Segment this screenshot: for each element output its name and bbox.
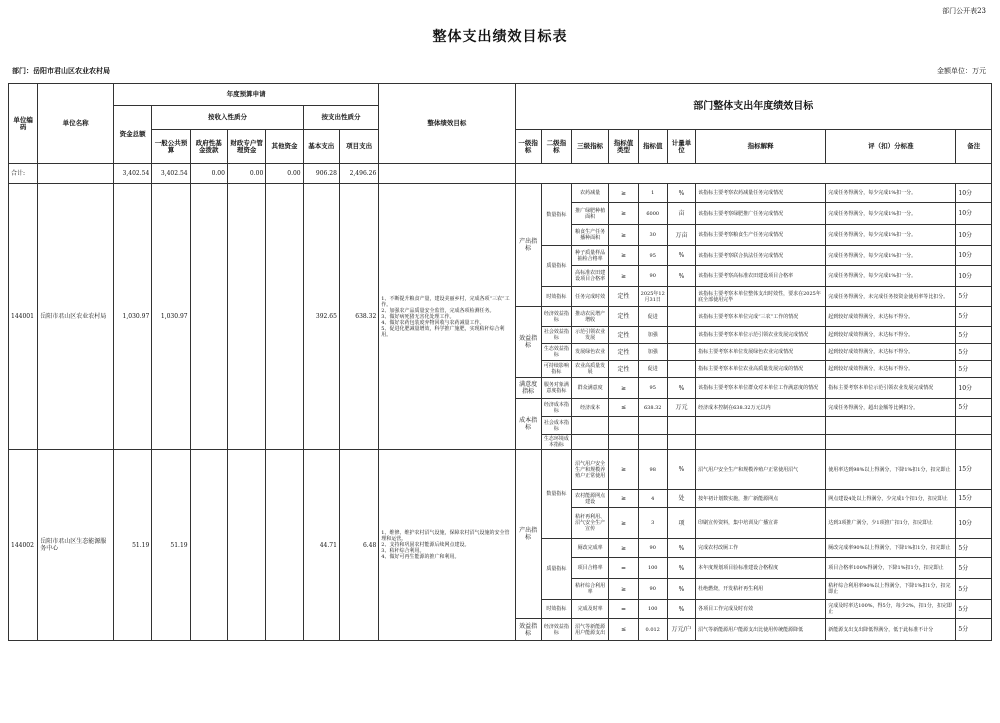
indicator-note: 10分: [956, 184, 992, 203]
header-total-funds: 资金总额: [113, 106, 151, 164]
unit-code: 144001: [9, 184, 38, 450]
indicator-value: 1: [638, 184, 667, 203]
header-unit: 计量单位: [667, 130, 695, 164]
indicator-unit: %: [667, 184, 695, 203]
indicator-level2: 生态环境成本指标: [541, 435, 571, 450]
indicator-level1: 产出指标: [515, 184, 541, 307]
indicator-value-type: ≥: [609, 184, 638, 203]
indicator-criteria: 完成任务得满分，未完成任务按资金使用率等比扣分。: [826, 287, 956, 307]
indicator-unit: [667, 435, 695, 450]
header-l2: 二级指标: [541, 130, 571, 164]
indicator-unit: 处: [667, 490, 695, 508]
indicator-explanation: 完成农村改厕工作: [696, 539, 826, 558]
indicator-level3: 高标准农田建设项目合格率: [572, 266, 609, 287]
unit-code: 144002: [9, 450, 38, 641]
indicator-level3: [572, 417, 609, 435]
total-gov: 0.00: [190, 164, 227, 184]
indicator-level3: 示范引领农业发展: [572, 327, 609, 344]
indicator-unit: [667, 417, 695, 435]
indicator-note: 15分: [956, 450, 992, 490]
unit-project: 6.48: [339, 450, 378, 641]
indicator-level2: 质量指标: [541, 539, 571, 600]
indicator-level2: 社会成本指标: [541, 417, 571, 435]
indicator-note: 5分: [956, 399, 992, 417]
indicator-criteria: 使用率达到98%以上得满分，下降1%扣1分，扣完即止: [826, 450, 956, 490]
indicator-level3: 粮食生产任务播种面积: [572, 225, 609, 246]
indicator-note: 5分: [956, 344, 992, 361]
indicator-value: 0.012: [638, 619, 667, 641]
indicator-value-type: ≥: [609, 225, 638, 246]
indicator-unit: %: [667, 558, 695, 579]
indicator-value: 30: [638, 225, 667, 246]
indicator-level3: 种子质量样品抽检合格率: [572, 246, 609, 266]
performance-table: [8, 83, 992, 641]
total-name-cell: [38, 164, 114, 184]
indicator-level1: 成本指标: [515, 399, 541, 450]
indicator-unit: %: [667, 539, 695, 558]
indicator-level2: 数量指标: [541, 450, 571, 539]
indicator-level2: 生态效益指标: [541, 344, 571, 361]
indicator-unit: [667, 307, 695, 327]
indicator-criteria: [826, 435, 956, 450]
unit-general: 1,030.97: [152, 184, 190, 450]
indicator-level3: 推广绿肥种植面积: [572, 203, 609, 225]
indicator-row: [9, 450, 992, 490]
total-basic: 906.28: [303, 164, 339, 184]
indicator-value: [638, 435, 667, 450]
indicator-criteria: [826, 417, 956, 435]
indicator-value-type: [609, 435, 638, 450]
indicator-level3: 项目合格率: [572, 558, 609, 579]
indicator-value: 加强: [638, 327, 667, 344]
header-fiscal-special: 财政专户管理资金: [227, 130, 265, 164]
indicator-level3: 发展绿色农业: [572, 344, 609, 361]
indicator-note: [956, 435, 992, 450]
header-l1: 一级指标: [515, 130, 541, 164]
indicator-level2: 社会效益指标: [541, 327, 571, 344]
indicator-level3: [572, 435, 609, 450]
indicator-value-type: ≥: [609, 378, 638, 399]
indicator-note: 10分: [956, 246, 992, 266]
indicator-explanation: 杜绝燃烧，开发秸秆再生利用: [696, 579, 826, 600]
indicator-level3: 完成及时率: [572, 600, 609, 619]
indicator-note: 5分: [956, 361, 992, 378]
indicator-level2: 时效指标: [541, 287, 571, 307]
indicator-level3: 推动农民增产增收: [572, 307, 609, 327]
indicator-value: 98: [638, 450, 667, 490]
unit-total: 1,030.97: [113, 184, 151, 450]
indicator-unit: 万亩: [667, 225, 695, 246]
indicator-explanation: 本年度规划项目验标准建设合格程度: [696, 558, 826, 579]
indicator-criteria: 起到较好成效得满分，未达标不得分。: [826, 344, 956, 361]
indicator-value-type: 定性: [609, 361, 638, 378]
indicator-criteria: 完成任务得满分，每少完成1%扣一分。: [826, 184, 956, 203]
indicator-value-type: 定性: [609, 344, 638, 361]
indicator-explanation: 指标主要考察本单位农业高质量发展完成的情况: [696, 361, 826, 378]
indicator-criteria: 完成及时率达100%，得5分，每少2%，扣1分，扣完即止: [826, 600, 956, 619]
indicator-note: 5分: [956, 307, 992, 327]
indicator-value: 100: [638, 558, 667, 579]
indicator-value-type: ≥: [609, 203, 638, 225]
indicator-note: 5分: [956, 287, 992, 307]
indicator-explanation: [696, 417, 826, 435]
indicator-level3: 农业高质量发展: [572, 361, 609, 378]
department-label: 部门：岳阳市君山区农业农村局: [12, 66, 110, 75]
total-row: [9, 164, 992, 184]
indicator-unit: 万元/户: [667, 619, 695, 641]
amount-unit-label: 金额单位：万元: [937, 67, 986, 75]
indicator-unit: %: [667, 579, 695, 600]
indicator-criteria: 达到3项推广满分，少1项推广扣1分，扣完即止: [826, 508, 956, 539]
header-value: 指标值: [638, 130, 667, 164]
header-other-funds: 其他资金: [266, 130, 303, 164]
indicator-value: 90: [638, 579, 667, 600]
indicator-criteria: 完成任务得满分，每少完成1%扣一分。: [826, 246, 956, 266]
indicator-value-type: =: [609, 558, 638, 579]
header-value-type: 指标值类型: [609, 130, 638, 164]
total-indicator-cell: [515, 164, 991, 184]
header-criteria: 评（扣）分标准: [826, 130, 956, 164]
unit-total: 51.19: [113, 450, 151, 641]
indicator-value-type: 定性: [609, 327, 638, 344]
indicator-note: 10分: [956, 225, 992, 246]
indicator-explanation: 该指标主要考察粮食生产任务完成情况: [696, 225, 826, 246]
indicator-unit: [667, 361, 695, 378]
total-label: 合计:: [9, 164, 38, 184]
header-project-exp: 项目支出: [339, 130, 378, 164]
indicator-criteria: 厕改完成率90%以上得满分，下降1%扣1分，扣完即止: [826, 539, 956, 558]
header-note: 备注: [956, 130, 992, 164]
indicator-criteria: 新能源支出支出降低得满分，低于此标准不计分: [826, 619, 956, 641]
unit-fiscal: [227, 450, 265, 641]
indicator-note: 10分: [956, 508, 992, 539]
indicator-note: 10分: [956, 266, 992, 287]
indicator-level3: 沼气用户安全生产和规模养殖户正常使用: [572, 450, 609, 490]
indicator-value-type: ≥: [609, 539, 638, 558]
indicator-value-type: ≥: [609, 266, 638, 287]
indicator-criteria: 完成任务得满分，每少完成1%扣一分。: [826, 225, 956, 246]
indicator-value-type: 定性: [609, 307, 638, 327]
indicator-value-type: ≤: [609, 399, 638, 417]
indicator-unit: %: [667, 450, 695, 490]
indicator-note: 15分: [956, 490, 992, 508]
unit-other: [266, 184, 303, 450]
indicator-explanation: 沼气用户安全生产和规模养殖户正常使用沼气: [696, 450, 826, 490]
indicator-explanation: 指标主要考察本单位发展绿色农业完成情况: [696, 344, 826, 361]
indicator-criteria: 网点建设4处以上得满分，少完成1个扣1分，扣完即止: [826, 490, 956, 508]
table-number-label: 部门公开表23: [942, 7, 986, 15]
total-goal-cell: [379, 164, 515, 184]
unit-overall-goal: 1、不断提升粮食产量，建设美丽乡村，完成各项“三农”工作。 2、加强农产品质量安全监管，完成各项检测任务。 3、做好病死猪无害化处理工作。 4、做好农药包装废弃物回收与农药减量工作。 5、促进化肥减量增效，科学推广施肥，实现秸秆综合利用。: [379, 184, 515, 450]
indicator-criteria: 起到较好成效得满分，未达标不得分。: [826, 327, 956, 344]
unit-name: 岳阳市君山区农业农村局: [38, 184, 114, 450]
indicator-value: 90: [638, 266, 667, 287]
indicator-criteria: 完成任务得满分，超出金额等比例扣分。: [826, 399, 956, 417]
indicator-value: 3: [638, 508, 667, 539]
indicator-level2: 质量指标: [541, 246, 571, 287]
header-unit-code: 单位编码: [9, 84, 38, 164]
unit-basic: 44.71: [303, 450, 339, 641]
header-gov-fund: 政府性基金拨款: [190, 130, 227, 164]
indicator-unit: 亩: [667, 203, 695, 225]
indicator-explanation: 该指标主要考察本单位示范引领农业发展完成情况: [696, 327, 826, 344]
indicator-level2: 经济效益指标: [541, 619, 571, 641]
header-l3: 三级指标: [572, 130, 609, 164]
indicator-level3: 农村能源网点建设: [572, 490, 609, 508]
header-unit-name: 单位名称: [38, 84, 114, 164]
indicator-note: 10分: [956, 378, 992, 399]
indicator-level3: 农药减量: [572, 184, 609, 203]
indicator-unit: %: [667, 246, 695, 266]
indicator-level1: 满意度指标: [515, 378, 541, 399]
indicator-note: [956, 417, 992, 435]
indicator-value: 95: [638, 246, 667, 266]
indicator-level3: 沼气等新能源用户能源支出: [572, 619, 609, 641]
indicator-explanation: 印刷宣传资料，集中培训及广播宣讲: [696, 508, 826, 539]
indicator-explanation: 该指标主要考察高标准农田建设项目合格率: [696, 266, 826, 287]
unit-gov: [190, 450, 227, 641]
indicator-level3: 经济成本: [572, 399, 609, 417]
unit-basic: 392.65: [303, 184, 339, 450]
indicator-explanation: 按年初计划数实施，推广新能源网点: [696, 490, 826, 508]
indicator-level2: 经济成本指标: [541, 399, 571, 417]
unit-project: 638.32: [339, 184, 378, 450]
indicator-unit: [667, 344, 695, 361]
indicator-level2: 可持续影响指标: [541, 361, 571, 378]
indicator-unit: [667, 287, 695, 307]
header-explain: 指标解释: [696, 130, 826, 164]
total-general: 3,402.54: [152, 164, 190, 184]
indicator-row: [9, 184, 992, 203]
indicator-value-type: ≥: [609, 579, 638, 600]
indicator-explanation: 该指标主要考察农药减量任务完成情况: [696, 184, 826, 203]
indicator-unit: [667, 327, 695, 344]
header-annual-budget: 年度预算申请: [113, 84, 378, 106]
indicator-criteria: 完成任务得满分，每少完成1%扣一分。: [826, 266, 956, 287]
indicator-value-type: ≥: [609, 246, 638, 266]
indicator-explanation: [696, 435, 826, 450]
indicator-note: 5分: [956, 579, 992, 600]
indicator-value: 促进: [638, 361, 667, 378]
indicator-criteria: 指标主要考察本单位示范引领农业发展完成情况: [826, 378, 956, 399]
unit-name: 岳阳市君山区生态能源服务中心: [38, 450, 114, 641]
indicator-unit: %: [667, 378, 695, 399]
unit-other: [266, 450, 303, 641]
indicator-value: 95: [638, 378, 667, 399]
indicator-criteria: 起到较好成效得满分，未达标不得分。: [826, 307, 956, 327]
indicator-value-type: ≥: [609, 508, 638, 539]
indicator-level3: 厕改完成率: [572, 539, 609, 558]
indicator-explanation: 该指标主要考察本单位群众对本单位工作满意度的情况: [696, 378, 826, 399]
total-funds: 3,402.54: [113, 164, 151, 184]
indicator-level3: 群众满意度: [572, 378, 609, 399]
indicator-explanation: 该指标主要考察绿肥推广任务完成情况: [696, 203, 826, 225]
indicator-explanation: 沼气等新能源用户能源支出比使用传统能源降低: [696, 619, 826, 641]
indicator-note: 5分: [956, 558, 992, 579]
indicator-explanation: 经济成本控制在638.32万元以内: [696, 399, 826, 417]
total-fiscal: 0.00: [227, 164, 265, 184]
indicator-note: 5分: [956, 327, 992, 344]
indicator-value: 100: [638, 600, 667, 619]
header-annual-goal: 部门整体支出年度绩效目标: [515, 84, 991, 130]
header-overall-goal: 整体绩效目标: [379, 84, 515, 164]
indicator-value: 2025年12月31日: [638, 287, 667, 307]
indicator-explanation: 该指标主要考察本单位完成“三农”工作的情况: [696, 307, 826, 327]
indicator-value-type: 定性: [609, 287, 638, 307]
indicator-explanation: 各项目工作完成及时有效: [696, 600, 826, 619]
indicator-unit: %: [667, 266, 695, 287]
indicator-level3: 任务完成时效: [572, 287, 609, 307]
indicator-level1: 效益指标: [515, 307, 541, 378]
indicator-value-type: ≥: [609, 450, 638, 490]
header-by-income: 按收入性质分: [152, 106, 303, 130]
indicator-level2: 经济效益指标: [541, 307, 571, 327]
unit-overall-goal: 1、维修、维护农村沼气设施，保障农村沼气设施的安全管理和运营。 2、支持和巩固农村能源后续网点建设。 3、秸秆综合利用。 4、做好可再生能源的推广和利用。: [379, 450, 515, 641]
indicator-note: 5分: [956, 539, 992, 558]
indicator-note: 10分: [956, 203, 992, 225]
indicator-level1: 效益指标: [515, 619, 541, 641]
total-project: 2,496.26: [339, 164, 378, 184]
page-title: 整体支出绩效目标表: [432, 29, 568, 45]
indicator-level1: 产出指标: [515, 450, 541, 619]
indicator-value-type: ≤: [609, 619, 638, 641]
indicator-explanation: 该指标主要考察本单位整体支出时效性，要求在2025年底全部使用完毕: [696, 287, 826, 307]
indicator-level2: 时效指标: [541, 600, 571, 619]
indicator-level3: 秸秆综合利用率: [572, 579, 609, 600]
indicator-value: 90: [638, 539, 667, 558]
indicator-criteria: 项目合格率100%得满分，下降1%扣1分，扣完即止: [826, 558, 956, 579]
indicator-criteria: 起到较好成效得满分，未达标不得分。: [826, 361, 956, 378]
indicator-value: 638.32: [638, 399, 667, 417]
unit-fiscal: [227, 184, 265, 450]
indicator-unit: 项: [667, 508, 695, 539]
total-other: 0.00: [266, 164, 303, 184]
indicator-unit: %: [667, 600, 695, 619]
indicator-value-type: ≥: [609, 490, 638, 508]
indicator-value-type: [609, 417, 638, 435]
unit-general: 51.19: [152, 450, 190, 641]
indicator-value: 促进: [638, 307, 667, 327]
header-by-expense: 按支出性质分: [303, 106, 379, 130]
unit-gov: [190, 184, 227, 450]
indicator-value: 加强: [638, 344, 667, 361]
indicator-unit: 万元: [667, 399, 695, 417]
indicator-value: 6000: [638, 203, 667, 225]
header-basic-exp: 基本支出: [303, 130, 339, 164]
indicator-criteria: 完成任务得满分，每少完成1%扣一分。: [826, 203, 956, 225]
indicator-criteria: 秸秆综合利用率90%以上得满分，下降1%扣1分，扣完即止: [826, 579, 956, 600]
indicator-value: 4: [638, 490, 667, 508]
indicator-note: 5分: [956, 619, 992, 641]
indicator-note: 5分: [956, 600, 992, 619]
indicator-value-type: =: [609, 600, 638, 619]
indicator-level2: 服务对象满意度指标: [541, 378, 571, 399]
indicator-explanation: 该指标主要考察联合执法任务完成情况: [696, 246, 826, 266]
header-general-budget: 一般公共预算: [152, 130, 190, 164]
indicator-level2: 数量指标: [541, 184, 571, 246]
indicator-level3: 秸秆再利用、沼气安全生产宣传: [572, 508, 609, 539]
indicator-value: [638, 417, 667, 435]
